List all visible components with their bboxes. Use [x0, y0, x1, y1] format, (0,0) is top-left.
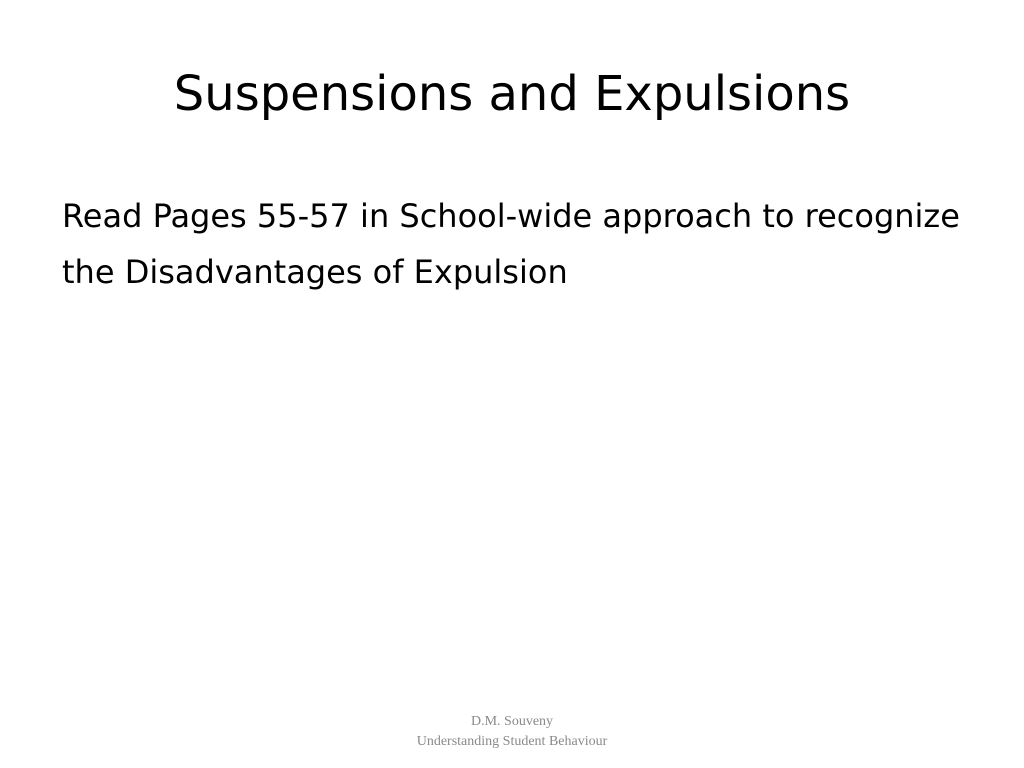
slide-title: Suspensions and Expulsions — [173, 66, 851, 122]
slide-footer — [362, 712, 662, 752]
body-text: Read Pages 55-57 in School-wide approach to recognize the Disadvantages of Expulsion — [62, 197, 960, 291]
footer-author: D.M. Souveny — [470, 714, 554, 729]
slide-body — [62, 188, 962, 300]
footer-course: Understanding Student Behaviour — [416, 734, 608, 749]
